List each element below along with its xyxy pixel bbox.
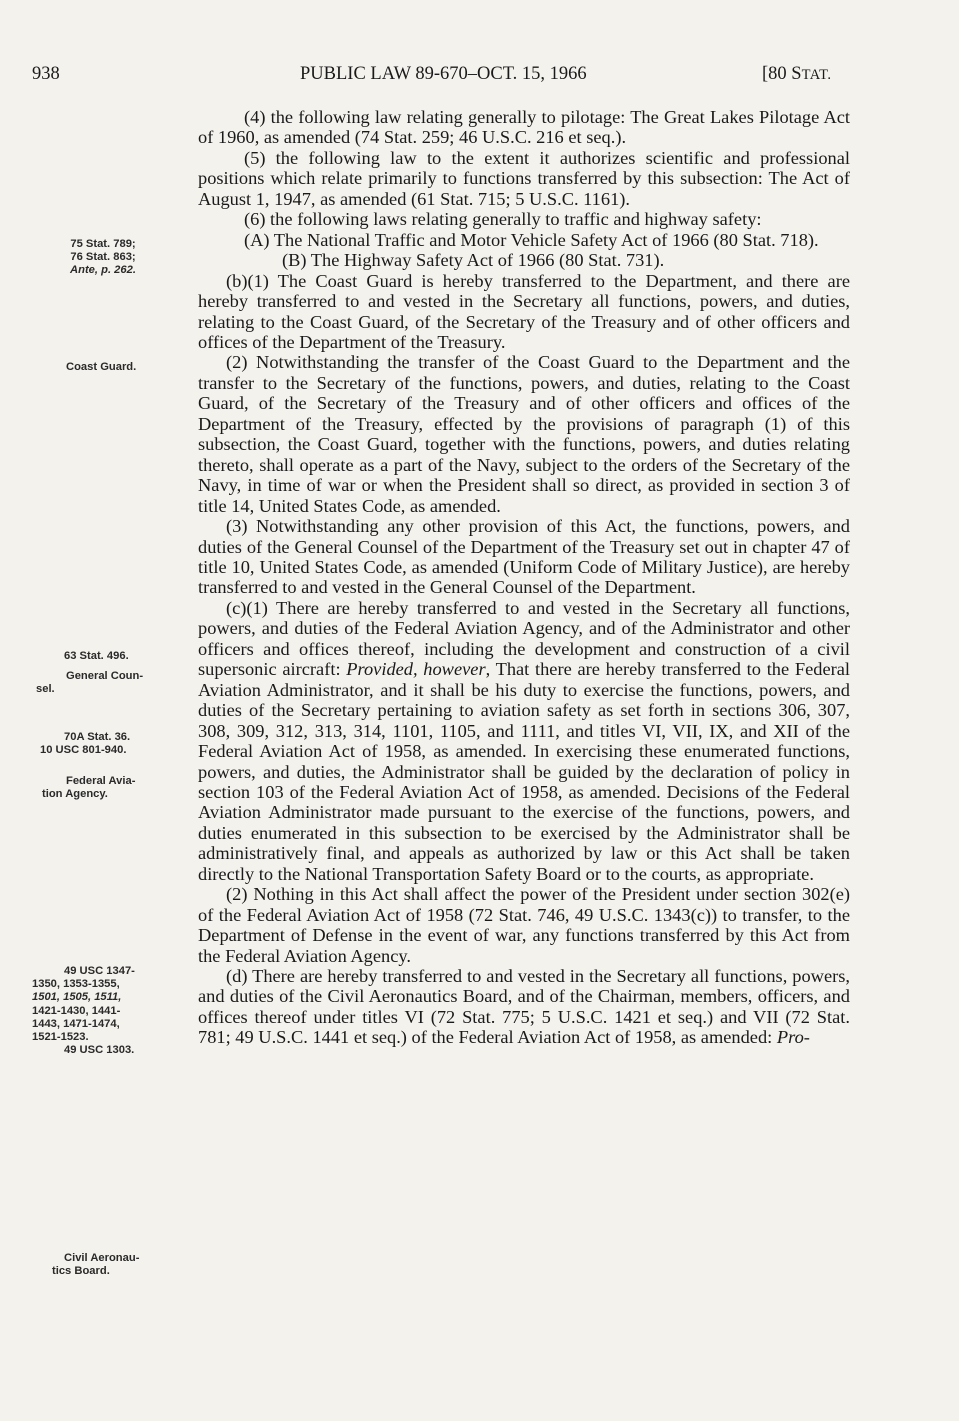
margin-note-line: tion Agency. <box>42 788 108 801</box>
margin-note-cab <box>36 1252 186 1278</box>
paragraph-a5: (5) the following law to the extent it authorizes scientific and professional positions which relate primarily to functions transferred by this subsection: The Act of August 1, 1947, as amended (61 Stat. 715; 5 U.S.C. 1161). <box>198 147 850 209</box>
paragraph-b1: (b)(1) The Coast Guard is hereby transferred to the Department, and there are hereby transferred to and vested in the Secretary all functions, powers, and duties, relating to the Coast Guard, of the Secretary of the Treasury and of other officers and offices of the Department of the Treasury. <box>198 270 850 352</box>
paragraph-c1-text: (c)(1) There are hereby transferred to and vested in the Secretary all functions, powers, and duties of the Federal Aviation Agency, and of the Administrator and other officers and offices thereof, including the development and construction of a civil supersonic aircraft: <box>198 597 850 680</box>
margin-note-line: 1350, 1353-1355, <box>32 978 120 991</box>
paragraph-c2: (2) Nothing in this Act shall affect the power of the President under section 302(e) of the Federal Aviation Act of 1958 (72 Stat. 746, 49 U.S.C. 1343(c)) to transfer, to the Department of Defense in the event of war, any functions transferred by this Act from the Federal Aviation Agency. <box>198 884 850 966</box>
volume-reference <box>762 64 832 85</box>
margin-note-line: sel. <box>36 683 55 696</box>
margin-note-italic: 1501, 1505, 1511, <box>32 991 122 1004</box>
margin-note-line: 1421-1430, 1441- <box>32 1004 121 1017</box>
volume-suffix: TAT. <box>801 67 832 83</box>
paragraph-a6-A: (A) The National Traffic and Motor Vehicle Safety Act of 1966 (80 Stat. 718). <box>244 229 819 250</box>
paragraph-b2: (2) Notwithstanding the transfer of the Coast Guard to the Department and the transfer to the Secretary of the functions, powers, and duties, relating to the Coast Guard, of the Secretary of the Treasury and of other officers and offices of the Department of the Treasury, effected by the provisions of paragraph (1) of this subsection, the Coast Guard, together with the functions, powers, and duties relating thereto, shall operate as a part of the Navy, subject to the orders of the Secretary of the Navy, in time of war or when the President shall so direct, as provided in section 3 of title 14, United States Code, as amended. <box>198 352 850 516</box>
margin-note-italic: Ante, p. 262. <box>70 264 136 277</box>
margin-note-line: 76 Stat. 863; <box>70 251 136 264</box>
margin-note-line: 63 Stat. 496. <box>64 650 129 662</box>
paragraph-a6-B: (B) The Highway Safety Act of 1966 (80 Stat. 731). <box>282 250 665 271</box>
proviso-italic: Provided, however <box>346 659 486 680</box>
margin-note-ucmj-refs <box>40 731 190 757</box>
margin-note-line: 70A Stat. 36. <box>64 731 131 743</box>
page-number: 938 <box>32 64 60 84</box>
margin-note-line: 1443, 1471-1474, <box>32 1017 120 1030</box>
statute-body <box>198 107 850 1048</box>
margin-note-line: 10 USC 801-940. <box>40 744 127 757</box>
margin-note-line: Coast Guard. <box>66 361 137 373</box>
margin-note-line: Federal Avia- <box>66 775 136 787</box>
paragraph-d <box>198 966 850 1048</box>
proviso-italic-continued: Pro- <box>776 1027 810 1048</box>
margin-note-stat-496 <box>64 650 214 663</box>
volume-prefix: [80 S <box>762 64 802 84</box>
paragraph-c1 <box>198 598 850 884</box>
margin-note-line: Civil Aeronau- <box>64 1252 140 1264</box>
page-title: PUBLIC LAW 89-670–OCT. 15, 1966 <box>300 64 587 84</box>
paragraph-c1-text-rest: , That there are hereby transferred to the Federal Aviation Administrator, and it shall be his duty to exercise the functions, powers, and duties of the Secretary pertaining to aviation safety as set forth in sections 306, 307, 308, 309, 312, 313, 314, 1101, 1105, and 1111, and titles VI, VII, IX, and XII of the Federal Aviation Act of 1958, as amended. In exercising these enumerated functions, powers, and duties, the Administrator shall be guided by the declaration of policy in section 103 of the Federal Aviation Act of 1958, as amended. Decisions of the Federal Aviation Administrator made pursuant to the exercise of the functions, powers, and duties enumerated in this subsection to be exercised by the Administrator shall be administratively final, and appeals as authorized by law or this Act shall be taken directly to the National Transportation Safety Board or to the courts, as appropriate. <box>198 659 851 884</box>
margin-note-coast-guard <box>66 361 216 374</box>
margin-note-line: 49 USC 1347- <box>64 965 135 977</box>
margin-note-line <box>28 264 178 277</box>
paragraph-a4: (4) the following law relating generally to pilotage: The Great Lakes Pilotage Act of 1960, as amended (74 Stat. 259; 46 U.S.C. 216 et seq.). <box>198 107 850 148</box>
margin-note-general-counsel <box>36 670 186 696</box>
margin-note-usc-refs <box>32 965 182 1057</box>
paragraph-d-text: (d) There are hereby transferred to and vested in the Secretary all functions, powers, and duties of the Civil Aeronautics Board, and of the Chairman, members, officers, and offices thereof under titles VI (72 Stat. 775; 5 U.S.C. 1421 et seq.) and VII (72 Stat. 781; 49 U.S.C. 1441 et seq.) of the Federal Aviation Act of 1958, as amended: <box>198 966 850 1048</box>
margin-note-stat-refs <box>28 238 178 278</box>
margin-note-line: General Coun- <box>66 670 144 682</box>
paragraph-b3: (3) Notwithstanding any other provision of this Act, the functions, powers, and duties of the General Counsel of the Department of the Treasury set out in chapter 47 of title 10, United States Code, as amended (Uniform Code of Military Justice), are hereby transferred to and vested in the General Counsel of the Department. <box>198 516 850 598</box>
margin-note-faa <box>42 775 192 801</box>
margin-note-line: 1521-1523. <box>32 1031 89 1044</box>
paragraph-a6: (6) the following laws relating generally to traffic and highway safety: <box>244 209 762 230</box>
margin-note-line: 49 USC 1303. <box>64 1044 135 1057</box>
margin-note-line: tics Board. <box>52 1265 110 1278</box>
margin-note-line: 75 Stat. 789; <box>70 238 136 250</box>
page-header <box>0 64 959 90</box>
